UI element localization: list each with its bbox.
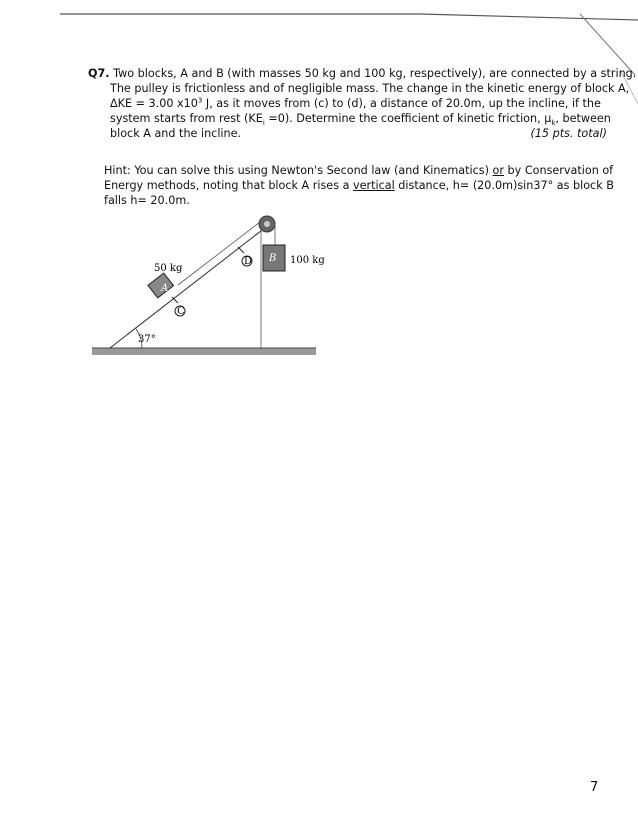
question-block bbox=[88, 66, 637, 141]
question-number: Q7. bbox=[88, 67, 110, 80]
question-line-3b: J, as it moves from (c) to (d), a distance of 20.0m, up the incline, if the bbox=[202, 97, 601, 110]
pulley-axle bbox=[264, 221, 270, 227]
mass-a-label: 50 kg bbox=[154, 263, 183, 274]
question-line-4b: =0). Determine the coefficient of kinetic friction, μ bbox=[264, 112, 552, 125]
incline-pulley-diagram bbox=[80, 205, 340, 375]
scan-edge-line bbox=[0, 0, 638, 22]
angle-label: 37° bbox=[138, 334, 156, 345]
hint-line-2a: Energy methods, noting that block A rises a bbox=[104, 179, 353, 192]
hint-line-3: falls h= 20.0m. bbox=[104, 194, 190, 207]
hint-vertical: vertical bbox=[353, 179, 395, 192]
subscript-k: k bbox=[551, 119, 556, 128]
subscript-i: i bbox=[262, 119, 265, 128]
question-line-4c: , between bbox=[555, 112, 611, 125]
hint-or: or bbox=[492, 164, 504, 177]
block-a-label: A bbox=[161, 283, 169, 294]
points-label: (15 pts. total) bbox=[530, 127, 607, 140]
block-b-label: B bbox=[269, 253, 277, 264]
exponent: 3 bbox=[197, 96, 203, 105]
hint-line-1a: Hint: You can solve this using Newton's Second law (and Kinematics) bbox=[104, 164, 493, 177]
hint-line-2b: distance, h= (20.0m)sin37° as block B bbox=[394, 179, 614, 192]
incline-surface bbox=[110, 227, 266, 348]
marker-d-tick bbox=[238, 247, 244, 253]
question-line-3a: ΔKE = 3.00 x10 bbox=[110, 97, 198, 110]
string-incline bbox=[178, 219, 264, 285]
question-line-4a: system starts from rest (KE bbox=[110, 112, 263, 125]
question-line-5: block A and the incline. bbox=[110, 127, 242, 140]
question-line-2: The pulley is frictionless and of negligible mass. The change in the kinetic energy of block A, bbox=[110, 82, 630, 95]
marker-d-label: D bbox=[244, 256, 253, 267]
question-line-1: Two blocks, A and B (with masses 50 kg and 100 kg, respectively), are connected by a string. bbox=[109, 67, 637, 80]
hint-block bbox=[104, 163, 614, 208]
hint-line-1b: by Conservation of bbox=[503, 164, 614, 177]
page-number: 7 bbox=[590, 780, 599, 795]
ground-surface bbox=[92, 348, 316, 355]
marker-c-label: C bbox=[177, 306, 185, 317]
mass-b-label: 100 kg bbox=[290, 255, 325, 266]
